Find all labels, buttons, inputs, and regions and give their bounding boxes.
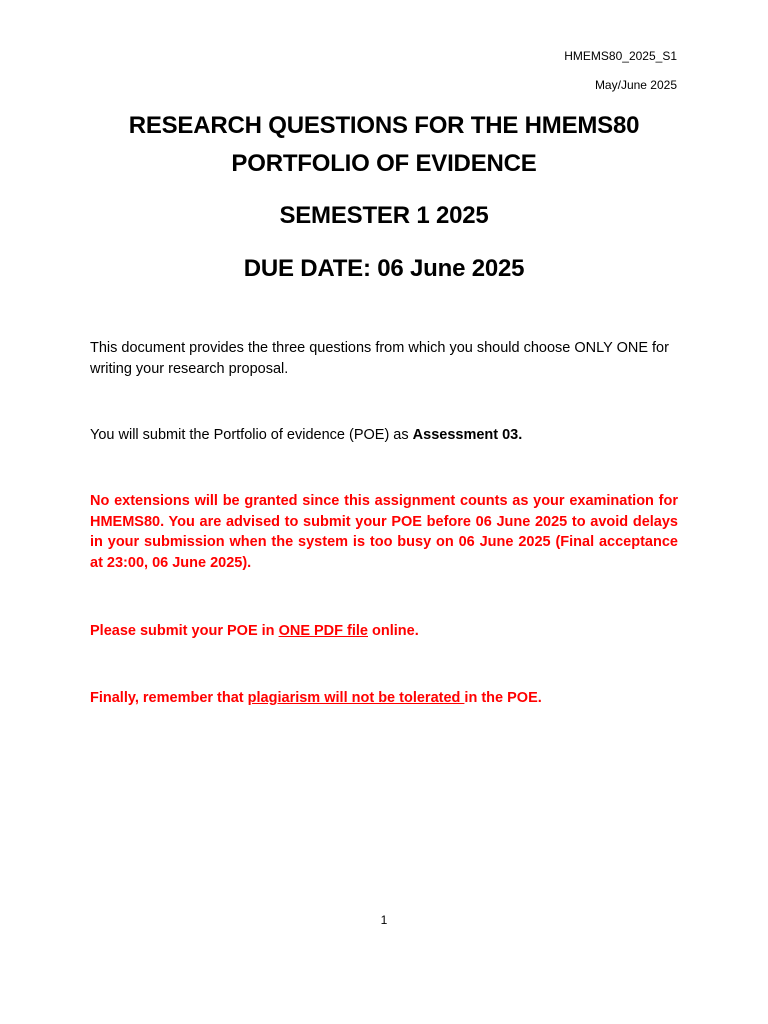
plagiarism-emphasis: plagiarism will not be tolerated xyxy=(247,690,465,706)
document-code: HMEMS80_2025_S1 xyxy=(564,49,677,63)
document-date: May/June 2025 xyxy=(594,78,677,92)
pdf-instruction-prefix: Please submit your POE in xyxy=(90,623,279,639)
submission-paragraph xyxy=(90,425,678,446)
due-date-heading: DUE DATE: 06 June 2025 xyxy=(243,255,525,282)
plagiarism-warning xyxy=(90,688,678,709)
extension-warning: No extensions will be granted since this assignment counts as your examination for HMEMS80. You are advised to submit your POE before 06 June 2025 to avoid delays in your submission when the system is too busy on 06 June 2025 (Final acceptance at 23:00, 06 June 2025). xyxy=(90,493,678,571)
plagiarism-suffix: in the POE. xyxy=(464,690,542,706)
title-line-1: RESEARCH QUESTIONS FOR THE HMEMS80 xyxy=(128,112,640,139)
pdf-instruction-suffix: online. xyxy=(368,623,419,639)
pdf-file-emphasis: ONE PDF file xyxy=(278,623,368,639)
plagiarism-prefix: Finally, remember that xyxy=(90,690,248,706)
intro-paragraph: This document provides the three questions from which you should choose ONLY ONE for writing your research proposal. xyxy=(90,340,669,377)
pdf-instruction xyxy=(90,621,678,642)
assessment-label: Assessment 03. xyxy=(412,427,523,443)
title-line-2: PORTFOLIO OF EVIDENCE xyxy=(231,150,537,177)
submission-text: You will submit the Portfolio of evidence (POE) as xyxy=(90,427,413,443)
page-number: 1 xyxy=(380,913,388,927)
semester-heading: SEMESTER 1 2025 xyxy=(279,202,489,229)
